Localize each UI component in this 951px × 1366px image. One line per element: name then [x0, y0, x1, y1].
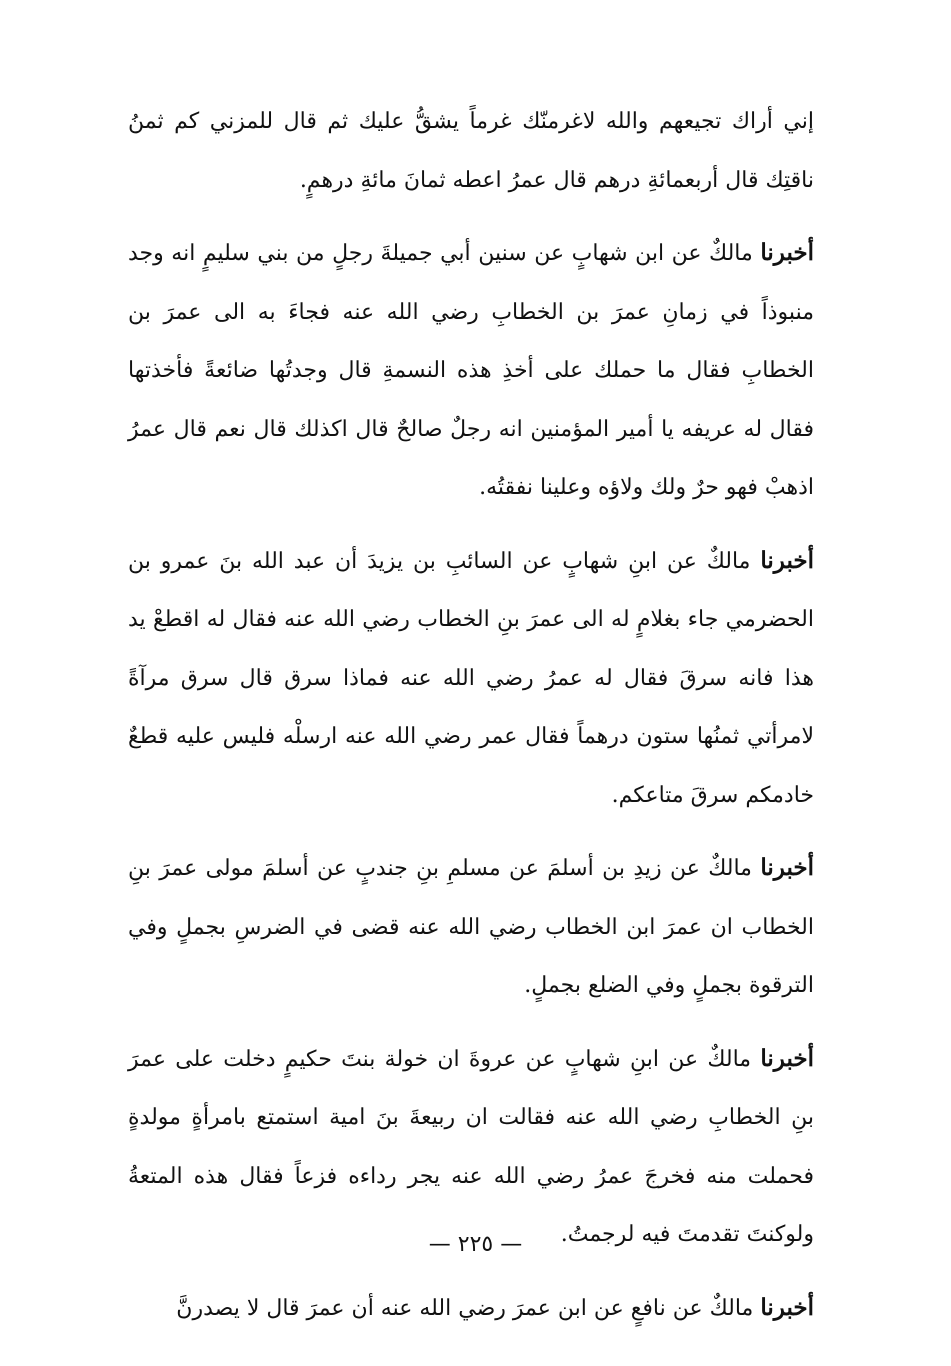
paragraph-6: [128, 1279, 814, 1339]
paragraph-lead: أخبرنا: [760, 546, 814, 574]
paragraph-4: [128, 839, 814, 1016]
paragraph-2: [128, 224, 814, 518]
page-number: — ٢٢٥ —: [428, 1232, 523, 1257]
paragraph-5: [128, 1030, 814, 1265]
body-text: [128, 92, 814, 1352]
paragraph-text: مالكٌ عن ابنِ شهابٍ عن عروةَ ان خولة بنتَ حكيمٍ دخلت على عمرَ بنِ الخطابِ رضي الله عنه فقالت ان ربيعةَ بنَ امية استمتع بامرأةٍ مولدةٍ فحملت منه فخرجَ عمرُ رضي الله عنه يجر رداءه فزعاً فقال هذه المتعةُ ولوكنتَ تقدمتَ فيه لرجمتُ.: [128, 1046, 814, 1247]
paragraph-1: [128, 92, 814, 210]
paragraph-text: إني أراك تجيعهم والله لاغرمنّك غرماً يشقُّ عليك ثم قال للمزني كم ثمنُ ناقتِك قال أربعمائةِ درهم قال عمرُ اعطه ثمانَ مائةِ درهمٍ.: [128, 109, 814, 193]
paragraph-3: [128, 532, 814, 826]
paragraph-text: مالكٌ عن زيدِ بن أسلمَ عن مسلمِ بنِ جندبٍ عن أسلمَ مولى عمرَ بنِ الخطاب ان عمرَ ابن الخطاب رضي الله عنه قضى في الضرسِ بجملٍ وفي الترقوة بجملٍ وفي الضلع بجملٍ.: [128, 856, 814, 998]
paragraph-text: مالكٌ عن ابنِ شهابٍ عن السائبِ بن يزيدَ أن عبد الله بنَ عمرو بن الحضرمي جاء بغلامٍ له الى عمرَ بنِ الخطاب رضي الله عنه فقال له اقطعْ يد هذا فانه سرقَ فقال له عمرُ رضي الله عنه فماذا سرق قال سرق مرآةً لامرأتي ثمنُها ستون درهماً فقال عمر رضي الله عنه ارسلْه فليس عليه قطعٌ خادمكم سرقَ متاعكم.: [128, 548, 814, 808]
paragraph-text: مالكٌ عن ابن شهابٍ عن سنين أبي جميلةَ رجلٍ من بني سليمٍ انه وجد منبوذاً في زمانِ عمرَ بن الخطابِ رضي الله عنه فجاءَ به الى عمرَ بن الخطابِ فقال ما حملك على أخذِ هذه النسمةِ قال وجدتُها ضائعةً فأخذتها فقال له عريفه يا أمير المؤمنين انه رجلٌ صالحٌ قال اكذلك قال نعم قال عمرُ اذهبْ فهو حرٌ ولك ولاؤه وعلينا نفقتُه.: [128, 241, 814, 500]
paragraph-lead: أخبرنا: [760, 1044, 814, 1072]
paragraph-lead: أخبرنا: [760, 239, 814, 266]
paragraph-text: مالكٌ عن نافعٍ عن ابن عمرَ رضي الله عنه أن عمرَ قال لا يصدرنَّ: [176, 1295, 754, 1321]
paragraph-lead: أخبرنا: [760, 854, 814, 881]
paragraph-lead: أخبرنا: [760, 1293, 814, 1321]
